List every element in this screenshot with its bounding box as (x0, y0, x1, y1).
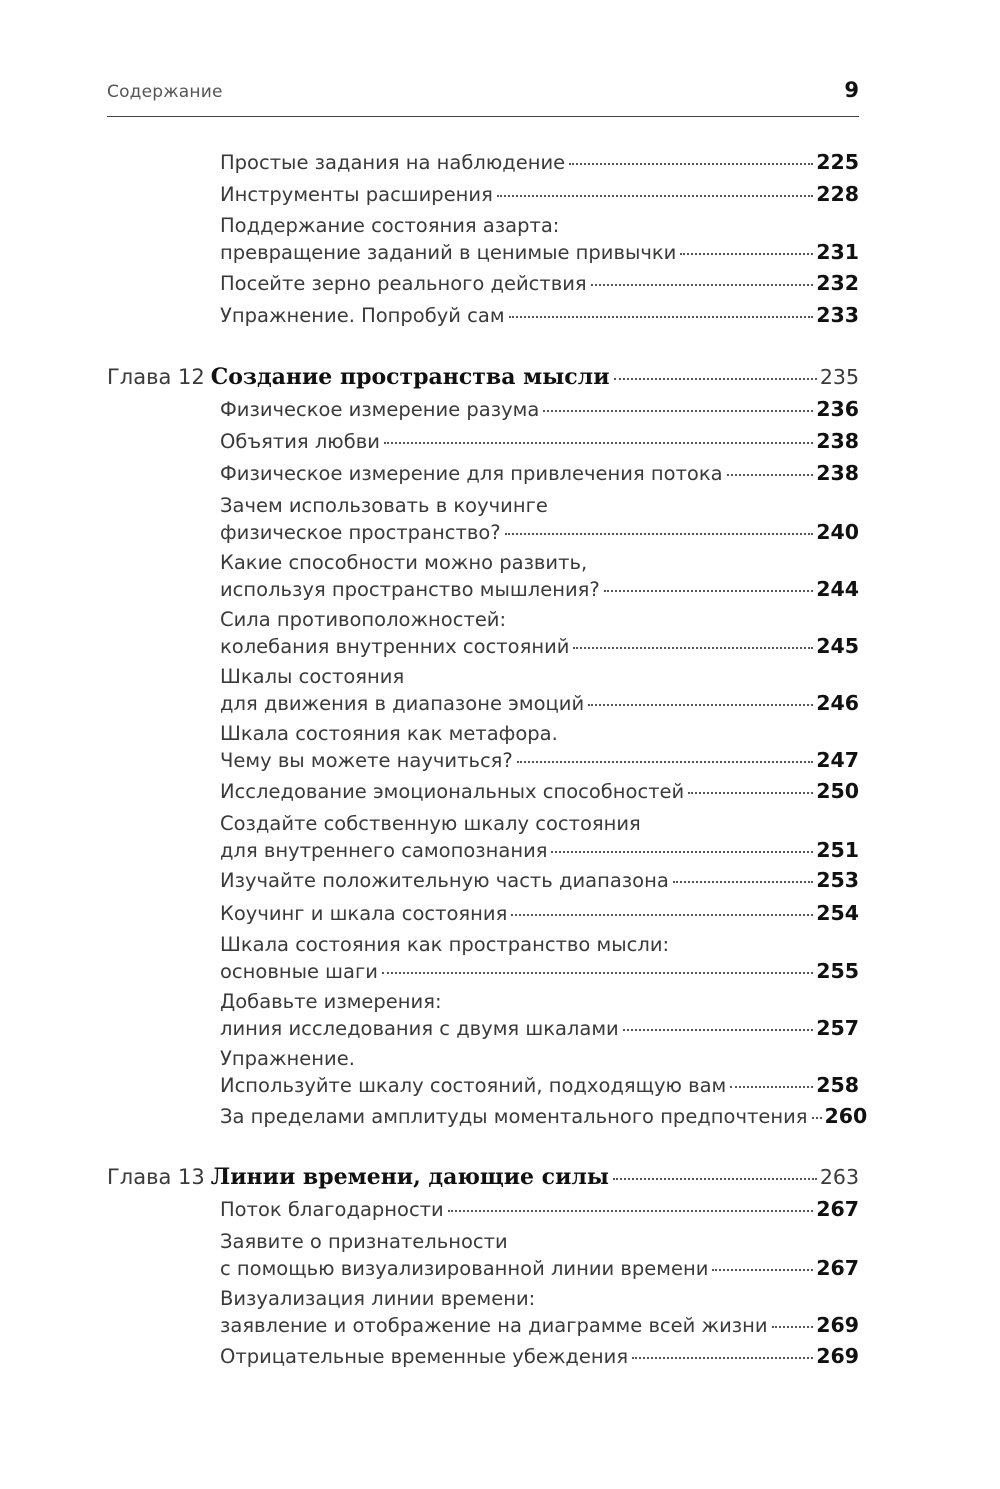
toc-entry (220, 933, 859, 984)
toc-entry-line1: Поддержание состояния азарта: (220, 214, 560, 237)
toc-entry (220, 150, 859, 175)
toc-entry (220, 608, 859, 659)
chapter-heading (107, 1164, 859, 1190)
toc-entry-page: 269 (816, 1313, 859, 1337)
toc-entry-page: 258 (816, 1073, 859, 1097)
toc-entry-line1: Какие способности можно развить, (220, 551, 588, 574)
toc-entry-page: 269 (816, 1344, 859, 1368)
toc-entry-page: 236 (816, 397, 859, 421)
toc-entry-title: для движения в диапазоне эмоций (220, 692, 585, 715)
toc-entry-title: превращение заданий в ценимые привычки (220, 241, 677, 264)
dot-leader (505, 533, 814, 535)
toc-entry-line1: Шкала состояния как метафора. (220, 722, 558, 745)
toc-entry-line1: Добавьте измерения: (220, 990, 442, 1013)
toc-entry (220, 812, 859, 863)
toc-entry-page: 267 (816, 1256, 859, 1280)
toc-entry-title: Упражнение. Попробуй сам (220, 304, 505, 327)
dot-leader (772, 1326, 814, 1328)
toc-entry-title: Чему вы можете научиться? (220, 749, 513, 772)
toc-entry-page: 246 (816, 691, 859, 715)
toc-entry-page: 238 (816, 461, 859, 485)
dot-leader (511, 914, 813, 916)
toc-entry-page: 240 (816, 520, 859, 544)
toc-entry (220, 551, 859, 602)
toc-entry-line1: Создайте собственную шкалу состояния (220, 812, 641, 835)
dot-leader (588, 704, 813, 706)
toc-entry-title: Коучинг и шкала состояния (220, 902, 508, 925)
toc-entry-title: линия исследования с двумя шкалами (220, 1017, 619, 1040)
toc-entry (220, 901, 859, 926)
toc-entry-title: Отрицательные временные убеждения (220, 1345, 629, 1368)
toc-entry-title: с помощью визуализированной линии времени (220, 1257, 709, 1280)
toc-entry-page: 228 (816, 182, 859, 206)
toc-entry (220, 271, 859, 296)
toc-entry (220, 868, 859, 893)
toc-entry (220, 182, 859, 207)
toc-entry-title: Физическое измерение разума (220, 398, 540, 421)
toc-entry-title: За пределами амплитуды моментального предпочтения (220, 1105, 808, 1128)
dot-leader (730, 1086, 813, 1088)
toc-entry-page: 251 (816, 838, 859, 862)
dot-leader (517, 761, 813, 763)
toc-entry (220, 461, 859, 486)
toc-entry-title: заявление и отображение на диаграмме всей жизни (220, 1314, 768, 1337)
page-number: 9 (844, 78, 859, 102)
dot-leader (573, 647, 813, 649)
chapter-label: Глава 13 (107, 1165, 205, 1189)
toc-entry-line1: Заявите о признательности (220, 1230, 508, 1253)
toc-entry-title: Посейте зерно реального действия (220, 272, 587, 295)
toc-entry-page: 260 (824, 1104, 868, 1128)
toc-entry (220, 1197, 859, 1222)
toc-entry-title: Используйте шкалу состояний, подходящую вам (220, 1074, 727, 1097)
chapter-page: 235 (819, 365, 859, 389)
toc-entry-page: 244 (816, 577, 859, 601)
toc-entry-title: колебания внутренних состояний (220, 635, 570, 658)
toc-entry-title: Исследование эмоциональных способностей (220, 780, 685, 803)
toc-entry-page: 253 (816, 868, 859, 892)
toc-entry (220, 722, 859, 773)
toc-entry-page: 232 (816, 271, 859, 295)
running-head: Содержание (107, 82, 223, 102)
dot-leader (623, 1029, 813, 1031)
toc-entry-page: 245 (816, 634, 859, 658)
dot-leader (497, 195, 813, 197)
dot-leader (727, 474, 814, 476)
dot-leader (614, 378, 817, 380)
toc-entry-page: 255 (816, 959, 859, 983)
toc-entry-line1: Шкала состояния как пространство мысли: (220, 933, 670, 956)
dot-leader (673, 881, 813, 883)
toc-entry (220, 779, 859, 804)
toc-entry-page: 247 (816, 748, 859, 772)
toc-entry-page: 250 (816, 779, 859, 803)
toc-entry (220, 1287, 859, 1338)
toc-entry-line1: Шкалы состояния (220, 665, 405, 688)
toc-entry-title: основные шаги (220, 960, 378, 983)
toc-entry-title: для внутреннего самопознания (220, 839, 548, 862)
dot-leader (384, 442, 813, 444)
chapter-page: 263 (819, 1165, 859, 1189)
chapter-title: Создание пространства мысли (210, 364, 610, 390)
chapter-label: Глава 12 (107, 365, 205, 389)
toc-entry (220, 1047, 859, 1098)
toc-entry (220, 303, 859, 328)
toc-entry (220, 397, 859, 422)
toc-entry-title: Изучайте положительную часть диапазона (220, 869, 669, 892)
toc-entry-line1: Упражнение. (220, 1047, 355, 1070)
dot-leader (569, 163, 813, 165)
toc-entry-title: физическое пространство? (220, 521, 501, 544)
toc-entry (220, 494, 859, 545)
toc-entry-page: 231 (816, 240, 859, 264)
toc-entry (220, 1344, 859, 1369)
dot-leader (604, 590, 814, 592)
dot-leader (509, 316, 814, 318)
dot-leader (712, 1269, 813, 1271)
dot-leader (382, 972, 813, 974)
toc-entry-page: 238 (816, 429, 859, 453)
dot-leader (680, 253, 813, 255)
toc-entry-title: Инструменты расширения (220, 183, 493, 206)
toc-entry-line1: Зачем использовать в коучинге (220, 494, 548, 517)
toc-entry-line1: Сила противоположностей: (220, 608, 507, 631)
toc-entry-line1: Визуализация линии времени: (220, 1287, 536, 1310)
toc-entry (220, 429, 859, 454)
dot-leader (543, 410, 813, 412)
toc-entry-title: Физическое измерение для привлечения потока (220, 462, 723, 485)
toc-entry (220, 665, 859, 716)
dot-leader (551, 851, 813, 853)
toc-entry-title: используя пространство мышления? (220, 578, 600, 601)
toc-entry-page: 267 (816, 1197, 859, 1221)
toc-entry (220, 990, 859, 1041)
toc-entry-page: 257 (816, 1016, 859, 1040)
dot-leader (613, 1178, 817, 1180)
chapter-heading (107, 364, 859, 390)
chapter-title: Линии времени, дающие силы (210, 1164, 609, 1190)
dot-leader (632, 1357, 813, 1359)
dot-leader (812, 1117, 822, 1119)
dot-leader (688, 792, 813, 794)
dot-leader (448, 1210, 813, 1212)
toc-entry-page: 225 (816, 150, 859, 174)
toc-entry-page: 254 (816, 901, 859, 925)
toc-entry-page: 233 (816, 303, 859, 327)
dot-leader (591, 284, 814, 286)
toc-entry (220, 214, 859, 265)
toc-entry (220, 1104, 868, 1129)
toc-entry-title: Поток благодарности (220, 1198, 444, 1221)
toc-entry (220, 1230, 859, 1281)
toc-entry-title: Простые задания на наблюдение (220, 151, 566, 174)
toc-entry-title: Объятия любви (220, 430, 380, 453)
